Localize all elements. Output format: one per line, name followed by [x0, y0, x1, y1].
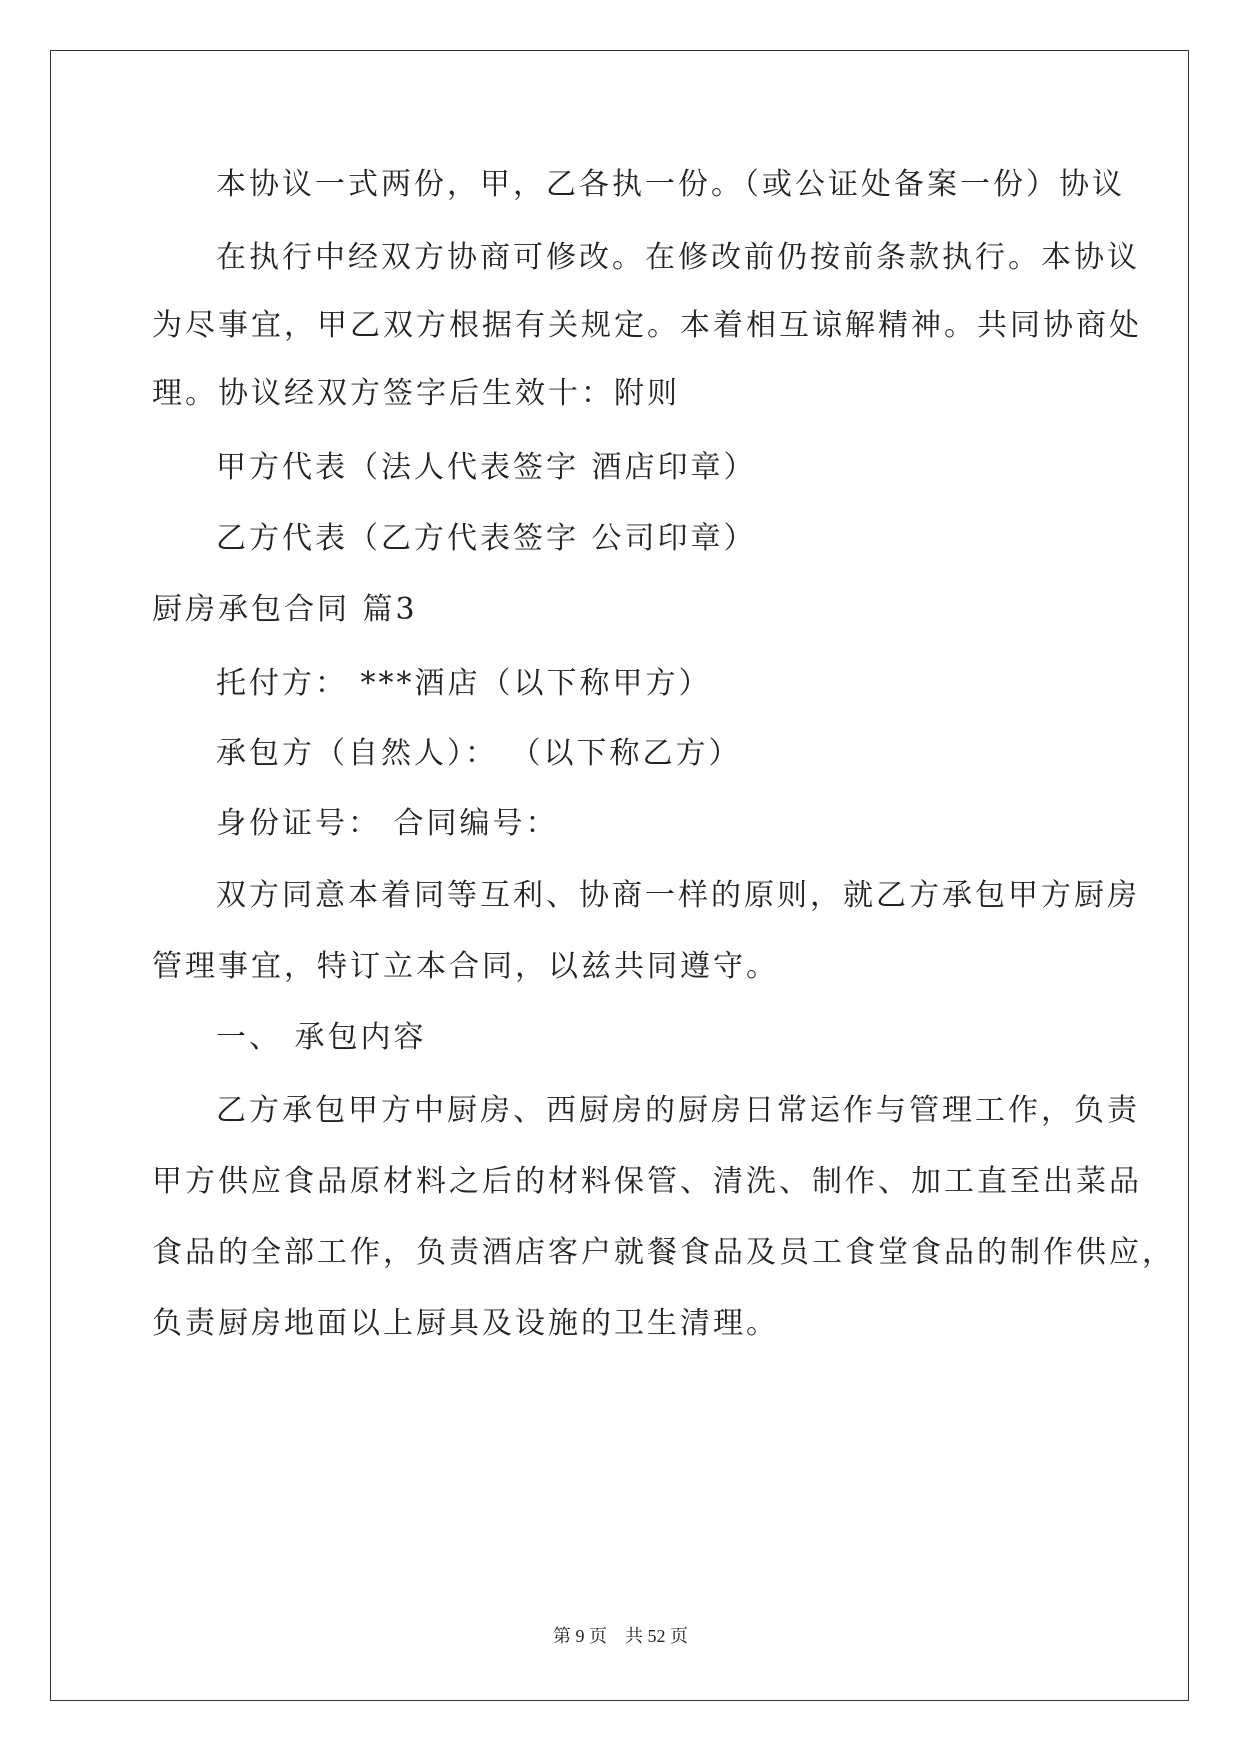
- paragraph-line: 在执行中经双方协商可修改。在修改前仍按前条款执行。本协议: [216, 240, 1140, 275]
- signature-line-party-b: 乙方代表（乙方代表签字 公司印章）: [216, 521, 757, 556]
- paragraph-line: 为尽事宜，甲乙双方根据有关规定。本着相互谅解精神。共同协商处: [152, 308, 1142, 343]
- page-number-footer: 第 9 页 共 52 页: [553, 1626, 688, 1646]
- paragraph-line: 本协议一式两份，甲，乙各执一份。（或公证处备案一份）协议: [216, 167, 1125, 202]
- paragraph-line: 甲方供应食品原材料之后的材料保管、清洗、制作、加工直至出菜品: [152, 1164, 1142, 1199]
- section-heading: 厨房承包合同 篇3: [152, 592, 418, 627]
- paragraph-line: 负责厨房地面以上厨具及设施的卫生清理。: [152, 1306, 779, 1341]
- id-number-line: 身份证号： 合同编号：: [216, 806, 559, 841]
- paragraph-line: 乙方承包甲方中厨房、西厨房的厨房日常运作与管理工作，负责: [216, 1093, 1140, 1128]
- clause-heading: 一、 承包内容: [216, 1020, 427, 1055]
- paragraph-line: 管理事宜，特订立本合同，以兹共同遵守。: [152, 949, 779, 984]
- principal-party-line: 托付方： ***酒店（以下称甲方）: [216, 666, 712, 701]
- contractor-party-line: 承包方（自然人）： （以下称乙方）: [216, 736, 742, 771]
- paragraph-line: 理。协议经双方签字后生效十：附则: [152, 376, 680, 411]
- signature-line-party-a: 甲方代表（法人代表签字 酒店印章）: [216, 450, 757, 485]
- paragraph-line: 食品的全部工作，负责酒店客户就餐食品及员工食堂食品的制作供应，: [152, 1235, 1175, 1270]
- paragraph-line: 双方同意本着同等互利、协商一样的原则，就乙方承包甲方厨房: [216, 878, 1140, 913]
